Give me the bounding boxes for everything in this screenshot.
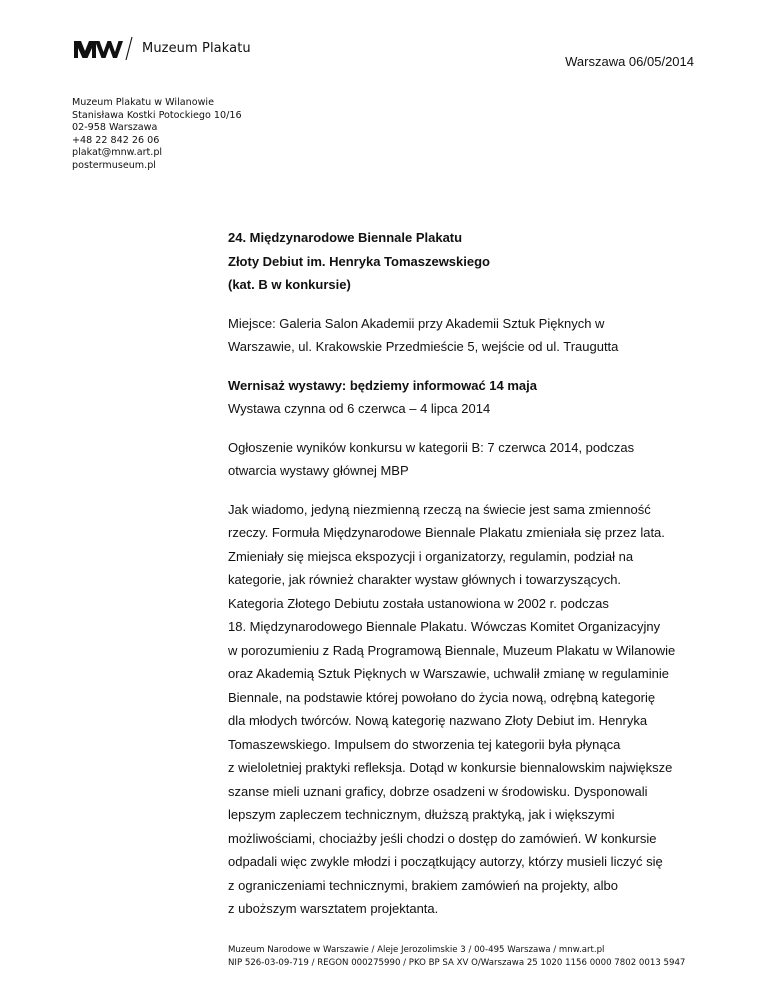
logo [72,34,251,62]
letter-date: Warszawa 06/05/2014 [565,54,694,69]
body-line: z ograniczeniami technicznymi, brakiem zamówień na projekty, albo [228,877,618,893]
exhibition-dates: Wystawa czynna od 6 czerwca – 4 lipca 2014 [228,401,491,416]
body-line: Biennale, na podstawie której powołano do życia nową, odrębną kategorię [228,689,656,705]
body-line: kategorie, jak również charakter wystaw głównych i towarzyszących. [228,572,622,587]
body-line: szanse mieli uznani graficy, dobrze osadzeni w środowisku. Dysponowali [228,783,648,799]
body-line: oraz Akademią Sztuk Pięknych w Warszawie, uchwalił zmianę w regulaminie [228,666,669,681]
body-line: możliwościami, chociażby jeśli chodzi o dostęp do zamówień. W konkursie [228,830,657,846]
address-line: Stanisława Kostki Potockiego 10/16 [72,109,242,121]
body-line: Jak wiadomo, jedyną niezmienną rzeczą na świecie jest sama zmienność [228,501,651,517]
results-line: otwarcia wystawy głównej MBP [228,463,409,478]
body-line: w porozumieniu z Radą Programową Biennale, Muzeum Plakatu w Wilanowie [228,642,676,658]
body-line: rzeczy. Formuła Międzynarodowe Biennale Plakatu zmieniała się przez lata. [228,525,665,540]
title-line: Złoty Debiut im. Henryka Tomaszewskiego [228,253,490,269]
mnw-logo-icon [72,35,134,61]
body-line: Kategoria Złotego Debiutu została ustanowiona w 2002 r. podczas [228,595,609,611]
address-phone: +48 22 842 26 06 [72,134,160,146]
body-line: 18. Międzynarodowego Biennale Plakatu. Wówczas Komitet Organizacyjny [228,619,661,634]
address-line: Muzeum Plakatu w Wilanowie [72,97,215,108]
footer-line: Muzeum Narodowe w Warszawie / Aleje Jerozolimskie 3 / 00-495 Warszawa / mnw.art.pl [228,945,605,955]
address-website: postermuseum.pl [72,159,156,171]
results-line: Ogłoszenie wyników konkursu w kategorii B: 7 czerwca 2014, podczas [228,439,635,455]
title-line: (kat. B w konkursie) [228,277,351,292]
address-line: 02-958 Warszawa [72,122,158,134]
vernissage-info: Wernisaż wystawy: będziemy informować 14 maja [228,377,537,393]
logo-text: Muzeum Plakatu [142,40,251,56]
address-email: plakat@mnw.art.pl [72,147,163,159]
body-line: z uboższym warsztatem projektanta. [228,901,439,916]
body-line: Tomaszewskiego. Impulsem do stworzenia tej kategorii była płynąca [228,736,621,752]
location-line: Warszawie, ul. Krakowskie Przedmieście 5, wejście od ul. Traugutta [228,339,619,354]
body-line: Zmieniały się miejsca ekspozycji i organizatorzy, regulamin, podział na [228,548,634,564]
body-line: lepszym zapleczem technicznym, dłuższą praktyką, jak i większymi [228,807,615,822]
footer-line: NIP 526-03-09-719 / REGON 000275990 / PKO BP SA XV O/Warszawa 25 1020 1156 0000 7802 0013 5947 [228,958,686,968]
body-line: odpadali więc zwykle młodzi i początkujący autorzy, którzy musieli liczyć się [228,854,663,869]
letter-content [228,226,698,921]
page-footer [228,944,685,970]
body-line: z wieloletniej praktyki refleksja. Dotąd w konkursie biennalowskim największe [228,760,673,775]
title-line: 24. Międzynarodowe Biennale Plakatu [228,230,463,245]
body-line: dla młodych twórców. Nową kategorię nazwano Złoty Debiut im. Henryka [228,713,648,728]
sender-address [72,97,242,173]
body-paragraph [228,498,698,921]
location-line: Miejsce: Galeria Salon Akademii przy Akademii Sztuk Pięknych w [228,315,605,331]
